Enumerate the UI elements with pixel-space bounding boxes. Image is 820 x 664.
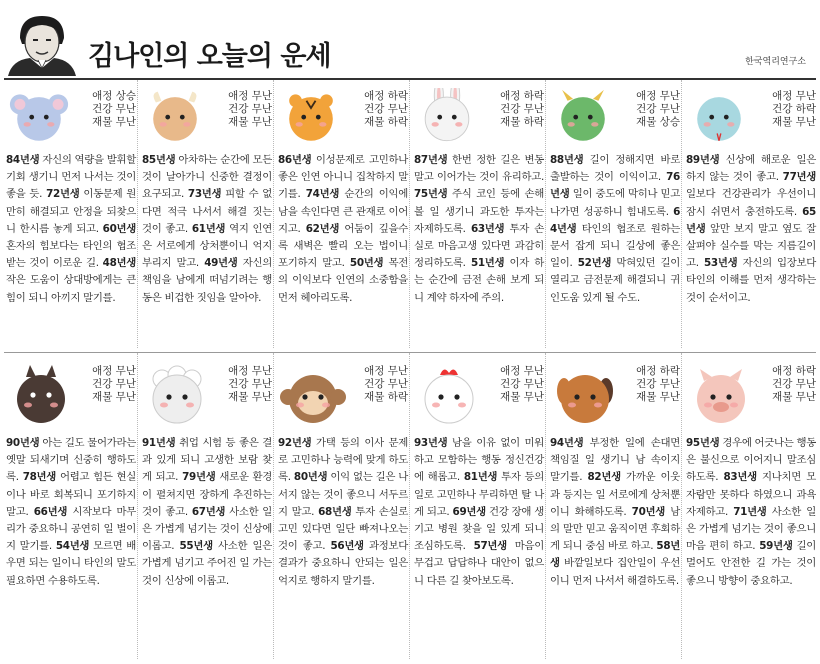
fortune-sentence: 남을 이유 없이 미워하고 모함하는 행동 정신건강에 해롭고.	[414, 437, 544, 484]
fortune-sentence: 막혀있던 길이 열리고 금전문제 해결되니 귀인도움 있게 될 수도.	[550, 257, 680, 304]
birth-year: 85년생	[142, 154, 176, 166]
status-health: 건강 무난	[364, 103, 408, 115]
status-money: 재물 무난	[772, 391, 816, 403]
birth-year: 84년생	[6, 154, 40, 166]
fortune-text	[142, 435, 272, 590]
fortune-cell-dog	[548, 353, 680, 659]
fortune-status	[74, 90, 136, 129]
status-love: 애정 무난	[772, 90, 816, 102]
birth-year: 52년생	[577, 257, 612, 270]
fortune-sentence: 타인의 협조로 원하는 문서 잡게 되니 길상에 좋은 일이.	[550, 222, 680, 270]
tiger-icon	[278, 88, 344, 148]
birth-year: 87년생	[414, 154, 448, 166]
fortune-status	[74, 365, 136, 404]
birth-year: 88년생	[550, 154, 584, 166]
fortune-sentence: 투자 손실로 고민 있다면 일단 빠져나오는 것이 좋고.	[278, 505, 408, 553]
header	[0, 0, 820, 78]
birth-year: 64년생	[550, 205, 680, 235]
column-divider	[681, 353, 682, 659]
fortune-sentence: 주식 코인 등에 손해 볼 일 생기니 과도한 투자는 자제하도록.	[414, 188, 544, 235]
birth-year: 62년생	[305, 222, 340, 235]
column-divider	[545, 353, 546, 659]
fortune-sentence: 자신의 역량을 발휘할 기회 생기니 먼저 나서는 것이 좋을 듯.	[6, 154, 136, 201]
dog-icon	[550, 365, 620, 431]
fortune-sentence: 사소한 일은 가볍게 넘기는 것이 신상에 이롭고.	[142, 505, 272, 553]
fortune-cell-pig	[684, 353, 816, 659]
fortune-sentence: 바깥일보다 집안일이 우선이니 먼저 나서서 해결하도록.	[550, 557, 680, 587]
fortune-sentence: 역지 인연은 서로에게 상처뿐이니 억지 부리지 말고.	[142, 222, 272, 270]
fortune-sentence: 일이 중도에 막히나 믿고 나가면 성공하니 힘내도록.	[550, 188, 680, 218]
birth-year: 56년생	[330, 540, 364, 553]
birth-year: 94년생	[550, 437, 584, 449]
fortune-sentence: 아차하는 순간에 모든 것이 날아가니 신중한 결정이 요구되고.	[142, 154, 272, 201]
fortune-sentence: 취업 시험 등 좋은 결과 있게 되니 고생한 보람 찾게 되고.	[142, 437, 272, 484]
fortune-text	[414, 435, 544, 590]
birth-year: 61년생	[191, 222, 226, 235]
fortune-sentence: 가까운 이웃과 등지는 일 서로에게 상처뿐이니 화해하도록.	[550, 471, 680, 518]
status-love: 애정 무난	[500, 365, 544, 377]
birth-year: 93년생	[414, 437, 448, 449]
birth-year: 58년생	[550, 540, 680, 570]
status-health: 건강 무난	[92, 378, 136, 390]
status-love: 애정 무난	[228, 365, 272, 377]
status-money: 재물 무난	[92, 116, 136, 128]
dragon-icon	[550, 88, 616, 148]
fortune-sentence: 새로운 환경이 펼쳐지면 장하게 추진하는 것이 좋고.	[142, 471, 272, 518]
birth-year: 50년생	[349, 257, 384, 270]
status-health: 건강 무난	[772, 378, 816, 390]
fortune-sentence: 자신의 책임을 남에게 떠넘기려는 행동은 비겁한 짓임을 알아야.	[142, 257, 272, 304]
status-love: 애정 상승	[92, 90, 136, 102]
fortune-sentence: 일보다 건강관리가 우선이니 잠시 쉬면서 충전하도록.	[686, 188, 816, 218]
pig-icon	[686, 365, 756, 431]
fortune-sentence: 과정보다 결과가 중요하니 안되는 일은 억지로 행하지 말기를.	[278, 540, 408, 587]
birth-year: 92년생	[278, 437, 312, 449]
fortune-text	[142, 152, 272, 307]
column-divider	[545, 80, 546, 348]
fortune-cell-snake	[684, 80, 816, 348]
status-love: 애정 무난	[228, 90, 272, 102]
status-love: 애정 하락	[364, 90, 408, 102]
birth-year: 73년생	[187, 188, 222, 201]
fortune-sentence: 목전의 이익보다 인연의 소중함을 먼저 헤아리도록.	[278, 257, 408, 304]
birth-year: 77년생	[782, 171, 816, 184]
fortune-sentence: 사소한 일은 가볍게 넘기는 것이 좋으니 마음 편히 하고.	[686, 505, 816, 553]
fortune-sentence: 이익 없는 길은 나서지 않는 것이 좋으니 서두르지 말고.	[278, 471, 408, 518]
birth-year: 79년생	[182, 471, 216, 484]
fortune-sentence: 경우에 어긋나는 행동은 불신으로 이어지니 말조심 하도록.	[686, 437, 816, 484]
author-portrait	[6, 10, 78, 76]
fortune-sentence: 피할 수 없다면 적극 나서서 해결 짓는 것이 좋고.	[142, 188, 272, 235]
status-money: 재물 하락	[364, 116, 408, 128]
birth-year: 65년생	[686, 205, 816, 235]
fortune-text	[6, 435, 136, 590]
source-credit: 한국역리연구소	[745, 57, 806, 67]
birth-year: 55년생	[179, 540, 213, 553]
status-money: 재물 무난	[228, 116, 272, 128]
birth-year: 91년생	[142, 437, 176, 449]
birth-year: 66년생	[33, 505, 68, 518]
fortune-sentence: 아는 길도 물어가라는 옛말 되새기며 신중히 행하도록.	[6, 437, 136, 484]
status-love: 애정 무난	[92, 365, 136, 377]
status-love: 애정 무난	[364, 365, 408, 377]
fortune-sentence: 길이 정해지면 바로 출발하는 것이 이익이고.	[550, 154, 680, 184]
fortune-status	[754, 90, 816, 129]
status-money: 재물 무난	[500, 391, 544, 403]
fortune-text	[550, 152, 680, 307]
birth-year: 72년생	[46, 188, 80, 201]
fortune-sentence: 어둠이 깊을수록 새벽은 빨리 오는 법이니 포기하지 말고.	[278, 222, 408, 270]
birth-year: 95년생	[686, 437, 720, 449]
birth-year: 74년생	[305, 188, 340, 201]
fortune-status	[482, 365, 544, 404]
fortune-text	[414, 152, 544, 307]
status-love: 애정 하락	[636, 365, 680, 377]
birth-year: 90년생	[6, 437, 40, 449]
fortune-text	[278, 435, 408, 590]
fortune-sentence: 마음이 무겁고 답답하나 대안이 없으니 다른 길 찾아보도록.	[414, 540, 544, 587]
fortune-status	[346, 365, 408, 404]
birth-year: 57년생	[473, 540, 507, 553]
status-money: 재물 무난	[92, 391, 136, 403]
birth-year: 75년생	[414, 188, 448, 201]
fortune-text	[686, 435, 816, 590]
fortune-row-2	[4, 352, 816, 659]
birth-year: 69년생	[452, 505, 486, 518]
status-money: 재물 상승	[636, 116, 680, 128]
birth-year: 60년생	[102, 222, 136, 235]
fortune-status	[618, 90, 680, 129]
fortune-cell-sheep	[140, 353, 272, 659]
fortune-text	[6, 152, 136, 307]
fortune-sentence: 건강 장애 생기고 병원 찾을 일 있게 되니 조심하도록.	[414, 505, 544, 553]
status-love: 애정 하락	[500, 90, 544, 102]
fortune-sentence: 지나치면 모자람만 못하다 하였으니 과욕 자제하고.	[686, 471, 816, 518]
birth-year: 67년생	[191, 505, 226, 518]
status-money: 재물 무난	[772, 116, 816, 128]
status-money: 재물 무난	[228, 391, 272, 403]
fortune-sentence: 길이 멀어도 안전한 길 가는 것이 좋으니 방향이 중요하고.	[686, 540, 817, 587]
fortune-sentence: 혼자의 힘보다는 타인의 협조 받는 것이 이로운 길.	[6, 240, 136, 270]
fortune-cell-dragon	[548, 80, 680, 348]
fortune-status	[482, 90, 544, 129]
birth-year: 82년생	[587, 471, 621, 484]
fortune-status	[346, 90, 408, 129]
fortune-cell-rooster	[412, 353, 544, 659]
status-health: 건강 무난	[364, 378, 408, 390]
status-love: 애정 하락	[772, 365, 816, 377]
birth-year: 89년생	[686, 154, 720, 166]
fortune-sentence: 모르면 배우면 되는 일이니 타인의 말도 필요하면 수용하도록.	[6, 540, 136, 587]
birth-year: 53년생	[704, 257, 738, 270]
fortune-sentence: 어렵고 힘든 현실이나 바로 회복되니 포기하지 말고.	[6, 471, 137, 518]
birth-year: 81년생	[463, 471, 498, 484]
status-money: 재물 하락	[364, 391, 408, 403]
column-divider	[137, 353, 138, 659]
column-divider	[409, 353, 410, 659]
birth-year: 70년생	[631, 505, 666, 518]
column-divider	[681, 80, 682, 348]
ox-icon	[142, 88, 208, 148]
status-money: 재물 무난	[636, 391, 680, 403]
birth-year: 78년생	[22, 471, 57, 484]
fortune-status	[210, 90, 272, 129]
birth-year: 76년생	[550, 171, 680, 201]
fortune-sentence: 부정한 일에 손대면 책임질 일 생기니 남 속이지 말기를.	[550, 437, 680, 484]
column-divider	[273, 353, 274, 659]
fortune-text	[550, 435, 680, 590]
page-title: 김나인의 오늘의 운세	[88, 41, 331, 72]
fortune-status	[210, 365, 272, 404]
birth-year: 49년생	[204, 257, 238, 270]
rabbit-icon	[414, 88, 480, 148]
status-health: 건강 무난	[228, 103, 272, 115]
status-money: 재물 하락	[500, 116, 544, 128]
birth-year: 51년생	[470, 257, 505, 270]
fortune-row-1	[4, 80, 816, 348]
status-health: 건강 무난	[500, 103, 544, 115]
fortune-sentence: 작은 도움이 상대방에게는 큰 힘이 되니 아끼지 말기를.	[6, 274, 136, 304]
snake-icon	[686, 88, 752, 148]
status-health: 건강 무난	[636, 378, 680, 390]
birth-year: 68년생	[318, 505, 352, 518]
column-divider	[273, 80, 274, 348]
fortune-sentence: 이성문제로 고민하나 좋은 인연 아니니 집착하지 말기를.	[278, 154, 408, 201]
sheep-icon	[142, 365, 212, 431]
status-health: 건강 무난	[636, 103, 680, 115]
fortune-sentence: 순간의 이익에 남을 속인다면 큰 관재로 이어지고.	[278, 188, 408, 235]
fortune-sentence: 신상에 해로운 일은 하지 않는 것이 좋고.	[686, 154, 816, 184]
birth-year: 80년생	[293, 471, 328, 484]
fortune-cell-tiger	[276, 80, 408, 348]
status-love: 애정 무난	[636, 90, 680, 102]
birth-year: 48년생	[102, 257, 136, 270]
fortune-sentence: 남의 말만 믿고 움직이면 후회하게 되니 중심 바로 하고.	[550, 505, 681, 553]
fortune-cell-rabbit	[412, 80, 544, 348]
fortune-cell-rat	[4, 80, 136, 348]
fortune-sentence: 투자 손실로 마음고생 있다면 과감히 정리하도록.	[414, 222, 544, 270]
birth-year: 83년생	[723, 471, 757, 484]
fortune-sentence: 이동문제 원만히 해결되고 안정을 되찾으니 한시름 놓게 되고.	[6, 188, 136, 235]
status-health: 건강 무난	[500, 378, 544, 390]
fortune-sentence: 자신의 입장보다 타인의 이해를 먼저 생각하는 것이 순서이고.	[686, 257, 816, 304]
birth-year: 86년생	[278, 154, 312, 166]
fortune-cell-horse	[4, 353, 136, 659]
fortune-status	[618, 365, 680, 404]
fortune-text	[686, 152, 816, 307]
fortune-sentence: 가택 등의 이사 문제로 고민하나 능력에 맞게 하도록.	[278, 437, 408, 484]
horse-icon	[6, 365, 76, 431]
birth-year: 71년생	[733, 505, 767, 518]
fortune-sentence: 시작보다 마무리가 중요하니 공연히 일 벌이지 말기를.	[6, 505, 136, 553]
fortune-cell-ox	[140, 80, 272, 348]
fortune-sentence: 이자 하는 순간에 금전 손해 보게 되니 계약 하자에 주의.	[414, 257, 544, 304]
fortune-cell-monkey	[276, 353, 408, 659]
birth-year: 63년생	[470, 222, 505, 235]
fortune-sentence: 투자 등의 일로 고민하나 무리하면 탈 나게 되고.	[414, 471, 544, 518]
column-divider	[409, 80, 410, 348]
fortune-status	[754, 365, 816, 404]
status-health: 건강 하락	[772, 103, 816, 115]
birth-year: 59년생	[759, 540, 793, 553]
fortune-sentence: 사소한 일은 가볍게 넘기고 주어진 일 가는 것이 신상에 이롭고.	[142, 540, 272, 587]
fortune-sentence: 앞만 보지 말고 옆도 잘 살펴야 실수를 막는 지름길이고.	[686, 222, 816, 270]
rat-icon	[6, 88, 72, 148]
column-divider	[137, 80, 138, 348]
rooster-icon	[414, 365, 484, 431]
birth-year: 54년생	[55, 540, 90, 553]
status-health: 건강 무난	[92, 103, 136, 115]
fortune-sentence: 한번 정한 길은 변동 말고 이어가는 것이 유리하고.	[414, 154, 544, 184]
status-health: 건강 무난	[228, 378, 272, 390]
fortune-text	[278, 152, 408, 307]
monkey-icon	[278, 365, 348, 431]
